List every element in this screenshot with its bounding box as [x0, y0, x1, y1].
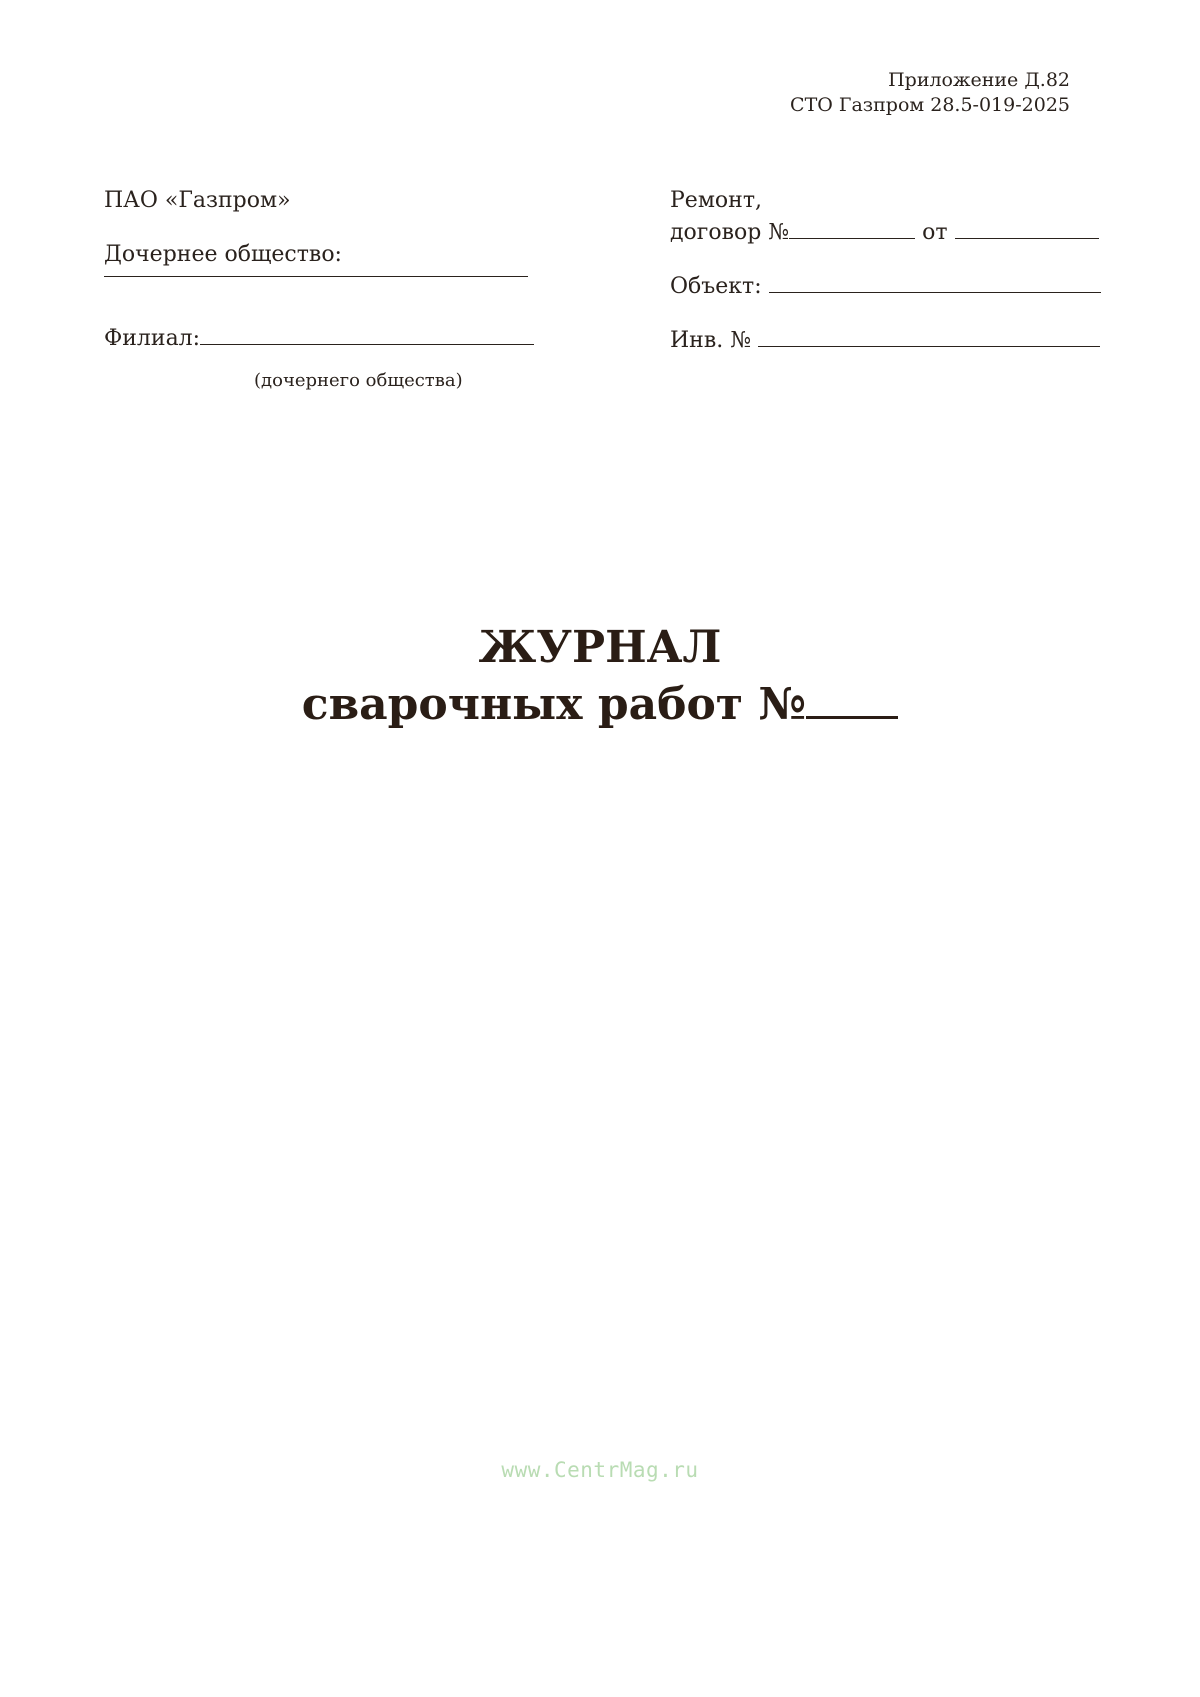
appendix-label: Приложение Д.82: [888, 69, 1070, 91]
subsidiary-label: Дочернее общество:: [104, 242, 342, 267]
repair-label: Ремонт,: [670, 188, 763, 213]
journal-title: [0, 620, 1200, 733]
contract-row: [670, 216, 1099, 248]
subsidiary-field[interactable]: [104, 262, 528, 277]
contract-number-field[interactable]: [789, 216, 915, 239]
branch-label: Филиал:: [104, 326, 201, 351]
watermark-text: www.CentrMag.ru: [501, 1458, 699, 1482]
inventory-row: [670, 324, 1100, 356]
appendix-header: [790, 68, 1070, 118]
branch-field[interactable]: [200, 322, 534, 345]
from-label: от: [922, 220, 948, 245]
object-label: Объект:: [670, 274, 762, 299]
object-field[interactable]: [769, 270, 1101, 293]
contract-label: договор №: [670, 220, 790, 245]
journal-number-field[interactable]: [806, 676, 898, 719]
company-name: ПАО «Газпром»: [104, 188, 291, 213]
inventory-field[interactable]: [758, 324, 1100, 347]
branch-row: [104, 322, 534, 354]
title-line-2: [0, 676, 1200, 733]
title-line-2-text: сварочных работ №: [301, 679, 807, 730]
object-row: [670, 270, 1101, 302]
title-line-1: ЖУРНАЛ: [478, 622, 722, 673]
standard-label: СТО Газпром 28.5-019-2025: [790, 94, 1070, 116]
contract-date-field[interactable]: [955, 216, 1099, 239]
inventory-label: Инв. №: [670, 328, 752, 353]
branch-caption: (дочернего общества): [254, 370, 463, 391]
